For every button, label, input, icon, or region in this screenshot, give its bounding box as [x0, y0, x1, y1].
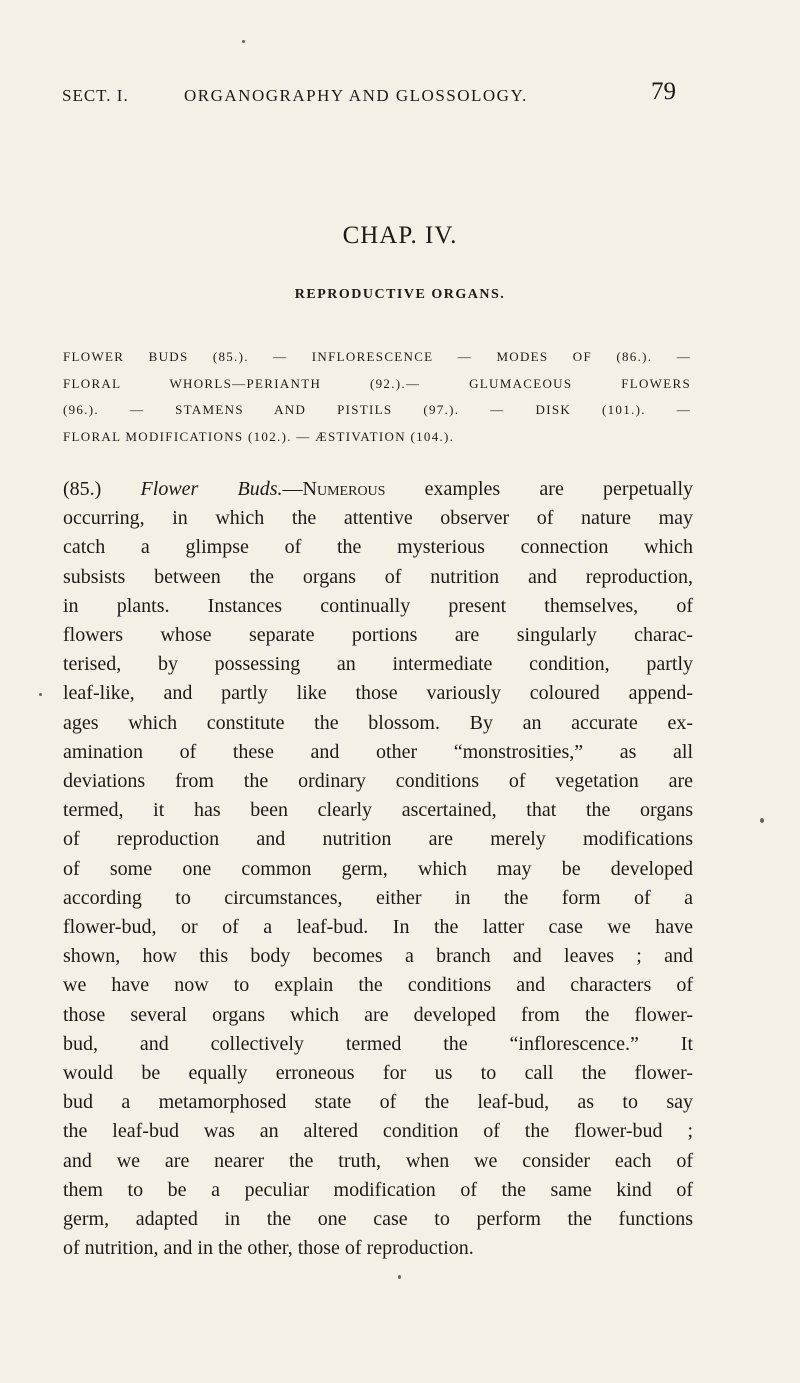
body-line: ages which constitute the blossom. By an accurate ex- — [63, 711, 693, 734]
synopsis-line: FLORAL MODIFICATIONS (102.). — ÆSTIVATION (104.). — [63, 428, 455, 444]
paragraph-lead-word: —Numerous — [282, 478, 386, 500]
body-line: the leaf-bud was an altered condition of the flower-bud ; — [63, 1120, 693, 1143]
paragraph-heading: Flower Buds. — [140, 478, 283, 500]
body-line: terised, by possessing an intermediate condition, partly — [63, 653, 693, 676]
synopsis-line: FLORAL WHORLS—PERIANTH (92.).— GLUMACEOUS FLOWERS — [63, 375, 691, 391]
paragraph-number: (85.) — [63, 478, 102, 500]
body-line: catch a glimpse of the mysterious connection which — [63, 536, 693, 559]
body-line: examples are perpetually — [385, 478, 694, 500]
body-line: we have now to explain the conditions and characters of — [63, 974, 693, 997]
body-line: bud, and collectively termed the “inflorescence.” It — [63, 1032, 693, 1055]
ink-speck — [242, 40, 245, 43]
ink-speck — [760, 818, 764, 823]
body-line: deviations from the ordinary conditions of vegetation are — [63, 770, 693, 793]
body-line: bud a metamorphosed state of the leaf-bud, as to say — [63, 1091, 693, 1114]
chapter-synopsis — [63, 344, 691, 450]
running-head — [62, 78, 682, 118]
ink-speck — [398, 1275, 401, 1279]
body-line: flower-bud, or of a leaf-bud. In the latter case we have — [63, 916, 693, 939]
section-label: SECT. I. — [62, 86, 129, 105]
body-line: of some one common germ, which may be developed — [63, 857, 693, 880]
body-line: termed, it has been clearly ascertained, that the organs — [63, 799, 693, 822]
paragraph-85 — [63, 475, 693, 1263]
body-line: and we are nearer the truth, when we consider each of — [63, 1149, 693, 1172]
body-line: of nutrition, and in the other, those of reproduction. — [63, 1237, 474, 1260]
body-line: leaf-like, and partly like those variously coloured append- — [63, 682, 693, 705]
ink-speck — [39, 693, 42, 696]
chapter-heading: CHAP. IV. — [342, 222, 458, 249]
body-line: shown, how this body becomes a branch and leaves ; and — [63, 945, 693, 968]
page-number: 79 — [651, 78, 676, 105]
body-line: them to be a peculiar modification of the same kind of — [63, 1178, 693, 1201]
body-line: flowers whose separate portions are singularly charac- — [63, 624, 693, 647]
body-line: amination of these and other “monstrosities,” as all — [63, 740, 693, 763]
body-line: would be equally erroneous for us to call the flower- — [63, 1062, 693, 1085]
body-line: in plants. Instances continually present themselves, of — [63, 594, 693, 617]
body-line: germ, adapted in the one case to perform the functions — [63, 1208, 693, 1231]
body-line: according to circumstances, either in the form of a — [63, 886, 693, 909]
body-line: subsists between the organs of nutrition and reproduction, — [63, 565, 693, 588]
body-line: occurring, in which the attentive observer of nature may — [63, 507, 693, 530]
synopsis-line: FLOWER BUDS (85.). — INFLORESCENCE — MODES OF (86.). — — [63, 349, 691, 364]
paragraph-first-line — [63, 475, 693, 504]
synopsis-line: (96.). — STAMENS AND PISTILS (97.). — DISK (101.). — — [63, 402, 691, 417]
chapter-subtitle: REPRODUCTIVE ORGANS. — [294, 287, 506, 302]
body-line: those several organs which are developed from the flower- — [63, 1003, 693, 1026]
body-line: of reproduction and nutrition are merely modifications — [63, 828, 693, 851]
running-title: ORGANOGRAPHY AND GLOSSOLOGY. — [184, 86, 528, 105]
